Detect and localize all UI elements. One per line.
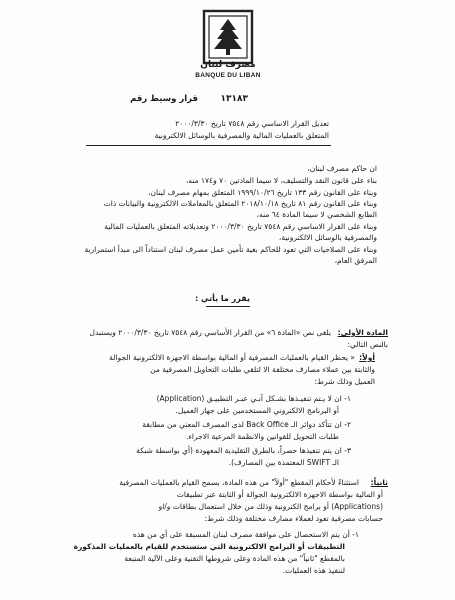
preamble-line: ان حاكم مصرف لبنان،: [307, 164, 377, 173]
second-label: ثانياً:: [370, 478, 388, 487]
preamble-line: والمصرفية بالوسائل الالكترونية،: [278, 233, 377, 242]
subject-line-2: المتعلق بالعمليات المالية والمصرفية بالوسائل الالكترونية: [154, 131, 329, 140]
preamble-line: بناء على قانون النقد والتسليف، لا سيما المادتين ٧٠ و١٧٤ منه،: [185, 176, 377, 185]
second-condition-line: بالمقطع "ثانياً" من هذه المادة وعلى شروطها التقنية وعلى الآلية المتبعة: [124, 554, 345, 563]
article-1-intro: بالنص التالي:: [347, 340, 388, 349]
article-1-title: المادة الأولى:: [337, 328, 388, 337]
preamble-line: وبناء على الصلاحيات التي تعود للحاكم بغية تأمين عمل مصرف لبنان استناداً الى مبدأ استمرارية: [84, 245, 377, 254]
preamble-line: المرفق العام،: [334, 256, 377, 265]
second-condition-line: لتنفيذ هذه العمليات.: [282, 566, 345, 575]
preamble-line: الطابع الشخصي لا سيما المادة ٦٤ منه،: [256, 210, 377, 219]
decision-label: قرار وسيط رقم: [130, 94, 198, 104]
condition-line: الـ SWIFT المعتمدة بين المصارف).: [228, 458, 339, 467]
second-line: استثناءً لأحكام المقطع "أولاً" من هذه المادة، يسمح القيام بالعمليات المصرفية: [119, 478, 359, 487]
article-1-intro: يلغى نص «المادة ٦» من القرار الأساسي رقم ٧٥٤٨ تاريخ ٢٠٠٠/٣/٣٠ ويستبدل: [89, 328, 331, 337]
decides-heading: يقرر ما يأتي :: [195, 294, 250, 303]
bank-name-english: BANQUE DU LIBAN: [195, 72, 261, 79]
first-label: أولاً:: [359, 353, 375, 362]
bank-name-arabic: مصرف لبنان: [200, 60, 256, 70]
decides-underline: [206, 306, 250, 307]
condition-line: ١- ان لا يـتم تنفيـذها بشـكل آنـي عبـر التطبيـق (Application): [156, 394, 351, 403]
first-line: العميل وذلك شرط:: [314, 377, 375, 386]
condition-line: طلبات التحويل للقوانين والانظمة المرعية الاجراء.: [186, 432, 339, 441]
second-line: (Applications) أو برامج الكترونية وذلك من خلال استعمال بطاقات و/او: [158, 502, 383, 511]
bank-logo-icon: [200, 8, 256, 68]
decision-number: ١٣١٨٣: [220, 94, 248, 104]
first-line: والثابتة بين عملاء مصارف مختلفة الا لتلقي طلبات التحاويل المصرفية من: [150, 365, 375, 374]
subject-line-1: تعديل القرار الاساسي رقم ٧٥٤٨ تاريخ ٢٠٠٠/٣/٣٠: [175, 119, 329, 128]
second-condition-line: التطبيقات أو البرامج الالكترونية التي ستستخدم للقيام بالعمليات المذكورة: [73, 542, 345, 551]
first-line: « يحظر القيام بالعمليات المصرفية أو المالية بواسطة الاجهزة الالكترونية الجوالة: [109, 353, 355, 362]
second-line: حسابات مصرفية تعود لعملاء مصارف مختلفة وذلك شرط:: [204, 514, 383, 523]
second-line: أو المالية بواسطة الاجهزة الالكترونية الجوالة أو الثابتة عبر تطبيقات: [176, 490, 383, 499]
preamble-line: وبناء على القانون رقم ٨١ تاريخ ٢٠١٨/١٠/١٨ المتعلق بالمعاملات الالكترونية والبيانات ذات: [103, 199, 377, 208]
condition-line: أو البرنامج الالكتروني المستخدمين على جهاز العميل.: [175, 406, 339, 415]
preamble-line: وبناء على القرار الاساسي رقم ٧٥٤٨ تاريخ ٢٠٠٠/٣/٣٠ وتعديلاته المتعلق بالعمليات المالية: [104, 222, 377, 231]
subject-divider: [86, 145, 331, 146]
second-condition-line: ١- أن يتم الاستحصال على موافقة مصرف لبنان المسبقة على أي من هذه: [132, 530, 359, 539]
condition-line: ٣- ان يتم تنفيذها حصراً، بالطرق التقليدية المعهودة (أي بواسطة شبكة: [136, 446, 351, 455]
condition-line: ٢- ان تتأكد دوائر الـ Back Office لدى المصرف المعني من مطابقة: [142, 420, 351, 429]
preamble-line: وبناء على القانون رقم ١٣٣ تاريخ ١٩٩٩/١٠/٢٦ المتعلق بمهام مصرف لبنان،: [148, 188, 377, 197]
